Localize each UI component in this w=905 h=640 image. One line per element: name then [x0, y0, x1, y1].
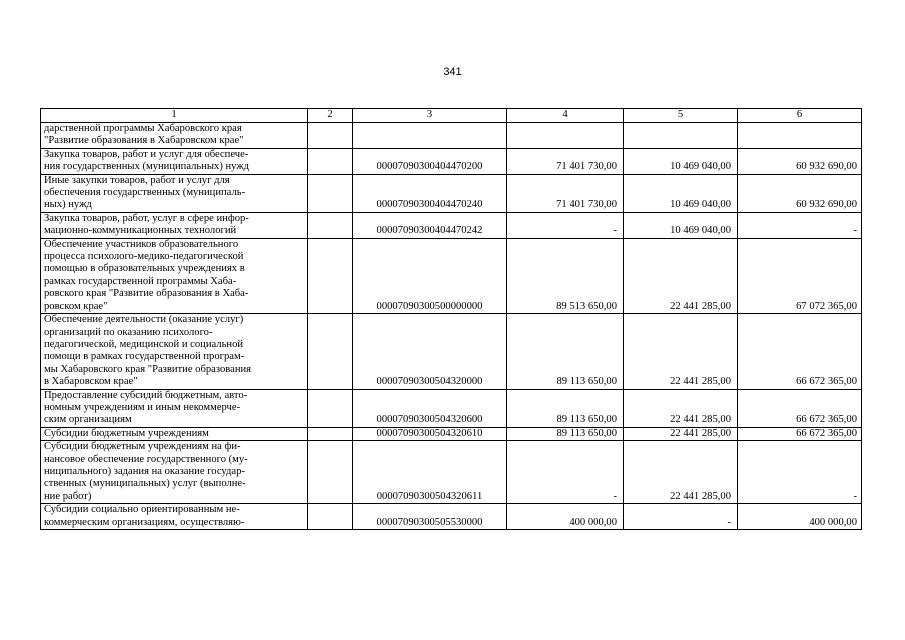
table-row: [41, 504, 862, 530]
row-value-5-cell: 10 469 040,00: [624, 174, 738, 212]
budget-table: [40, 108, 862, 530]
row-name-line: Субсидии социально ориентированным не-: [44, 504, 240, 516]
row-name-cell: [41, 504, 308, 530]
row-code-cell: 00007090300504320000: [353, 314, 507, 389]
row-name-cell: [41, 389, 308, 427]
row-value-5-cell: 10 469 040,00: [624, 148, 738, 174]
row-name-line: Обеспечение деятельности (оказание услуг): [44, 314, 244, 326]
row-name-line: обеспечения государственных (муниципаль-: [44, 187, 246, 199]
row-name-line: педагогической, медицинской и социальной: [44, 338, 244, 350]
row-value-4-cell: 71 401 730,00: [507, 174, 624, 212]
row-code-cell: 00007090300404470242: [353, 212, 507, 238]
row-code-cell: 00007090300404470240: [353, 174, 507, 212]
row-value-4-cell: 89 113 650,00: [507, 427, 624, 440]
row-name-line: процесса психолого-медико-педагогической: [44, 251, 244, 263]
row-name-line: помощью в образовательных учреждениях в: [44, 263, 245, 275]
row-column-2-cell: [308, 123, 353, 149]
row-name-cell: [41, 148, 308, 174]
row-name-line: дарственной программы Хабаровского края: [44, 123, 242, 134]
column-header-1: 1: [41, 109, 308, 123]
row-name-cell: [41, 212, 308, 238]
row-value-6-cell: 60 932 690,00: [738, 174, 862, 212]
row-name-line: нансовое обеспечение государственного (му-: [44, 453, 248, 465]
row-name-line: ниципального) задания на оказание государ-: [44, 465, 245, 477]
row-name-line: Закупка товаров, работ и услуг для обеспече-: [44, 148, 249, 160]
row-value-6-cell: -: [738, 212, 862, 238]
row-name-cell: [41, 441, 308, 504]
row-name-line: ровского края "Развитие образования в Хаба-: [44, 288, 249, 300]
table-row: [41, 238, 862, 313]
row-column-2-cell: [308, 389, 353, 427]
row-name-cell: [41, 314, 308, 389]
row-value-6-cell: 60 932 690,00: [738, 148, 862, 174]
row-column-2-cell: [308, 314, 353, 389]
column-header-4: 4: [507, 109, 624, 123]
row-value-4-cell: 89 113 650,00: [507, 314, 624, 389]
table-row: [41, 148, 862, 174]
row-column-2-cell: [308, 148, 353, 174]
row-code-cell: [353, 123, 507, 149]
row-name-cell: [41, 427, 308, 440]
row-name-line: мы Хабаровского края "Развитие образования: [44, 363, 252, 375]
row-name-line: ние работ): [44, 490, 92, 502]
row-code-cell: 00007090300404470200: [353, 148, 507, 174]
column-header-5: 5: [624, 109, 738, 123]
column-header-3: 3: [353, 109, 507, 123]
row-code-cell: 00007090300504320600: [353, 389, 507, 427]
row-name-line: Обеспечение участников образовательного: [44, 238, 239, 250]
row-value-4-cell: 400 000,00: [507, 504, 624, 530]
row-value-4-cell: 89 513 650,00: [507, 238, 624, 313]
row-value-4-cell: 71 401 730,00: [507, 148, 624, 174]
row-name-line: номным учреждениям и иным некоммерче-: [44, 401, 241, 413]
row-name-line: ским организациям: [44, 414, 132, 426]
row-value-5-cell: 22 441 285,00: [624, 238, 738, 313]
row-code-cell: 00007090300504320611: [353, 441, 507, 504]
row-value-6-cell: 67 072 365,00: [738, 238, 862, 313]
row-name-cell: [41, 238, 308, 313]
table-row: [41, 314, 862, 389]
column-header-2: 2: [308, 109, 353, 123]
row-value-6-cell: [738, 123, 862, 149]
row-column-2-cell: [308, 441, 353, 504]
row-column-2-cell: [308, 504, 353, 530]
row-value-5-cell: 10 469 040,00: [624, 212, 738, 238]
row-name-line: в Хабаровском крае": [44, 376, 138, 388]
row-value-5-cell: 22 441 285,00: [624, 389, 738, 427]
row-name-line: помощи в рамках государственной програм-: [44, 351, 245, 363]
column-header-6: 6: [738, 109, 862, 123]
row-name-line: ровском крае": [44, 300, 108, 312]
row-name-line: коммерческим организациям, осуществляю-: [44, 516, 245, 528]
page-number: 341: [443, 66, 462, 78]
table-row: [41, 389, 862, 427]
table-header-row: [41, 109, 862, 123]
row-name-line: Иные закупки товаров, работ и услуг для: [44, 174, 230, 186]
row-code-cell: 00007090300500000000: [353, 238, 507, 313]
row-value-6-cell: 400 000,00: [738, 504, 862, 530]
row-name-cell: [41, 123, 308, 149]
row-value-6-cell: 66 672 365,00: [738, 389, 862, 427]
row-name-line: ния государственных (муниципальных) нужд: [44, 161, 250, 173]
row-value-4-cell: -: [507, 212, 624, 238]
table-row: [41, 441, 862, 504]
row-name-line: "Развитие образования в Хабаровском крае": [44, 135, 244, 147]
row-value-5-cell: -: [624, 504, 738, 530]
table-row: [41, 212, 862, 238]
row-name-line: Предоставление субсидий бюджетным, авто-: [44, 389, 248, 401]
row-value-6-cell: 66 672 365,00: [738, 314, 862, 389]
row-name-line: мационно-коммуникационных технологий: [44, 225, 237, 237]
row-name-line: Закупка товаров, работ, услуг в сфере инфор-: [44, 212, 249, 224]
row-name-line: рамках государственной программы Хаба-: [44, 275, 237, 287]
row-name-cell: [41, 174, 308, 212]
row-value-4-cell: [507, 123, 624, 149]
row-name-line: ственных (муниципальных) услуг (выполне-: [44, 478, 246, 490]
row-value-5-cell: [624, 123, 738, 149]
row-value-4-cell: 89 113 650,00: [507, 389, 624, 427]
row-value-4-cell: -: [507, 441, 624, 504]
row-name-line: Субсидии бюджетным учреждениям: [44, 427, 209, 439]
row-column-2-cell: [308, 174, 353, 212]
row-column-2-cell: [308, 212, 353, 238]
row-code-cell: 00007090300505530000: [353, 504, 507, 530]
row-name-line: Субсидии бюджетным учреждениям на фи-: [44, 441, 241, 453]
row-value-6-cell: -: [738, 441, 862, 504]
table-row: [41, 123, 862, 149]
table-row: [41, 174, 862, 212]
row-value-6-cell: 66 672 365,00: [738, 427, 862, 440]
row-value-5-cell: 22 441 285,00: [624, 441, 738, 504]
row-column-2-cell: [308, 427, 353, 440]
row-value-5-cell: 22 441 285,00: [624, 427, 738, 440]
row-name-line: организаций по оказанию психолого-: [44, 326, 213, 338]
row-name-line: ных) нужд: [44, 199, 92, 211]
row-column-2-cell: [308, 238, 353, 313]
row-value-5-cell: 22 441 285,00: [624, 314, 738, 389]
row-code-cell: 00007090300504320610: [353, 427, 507, 440]
table-row: [41, 427, 862, 440]
